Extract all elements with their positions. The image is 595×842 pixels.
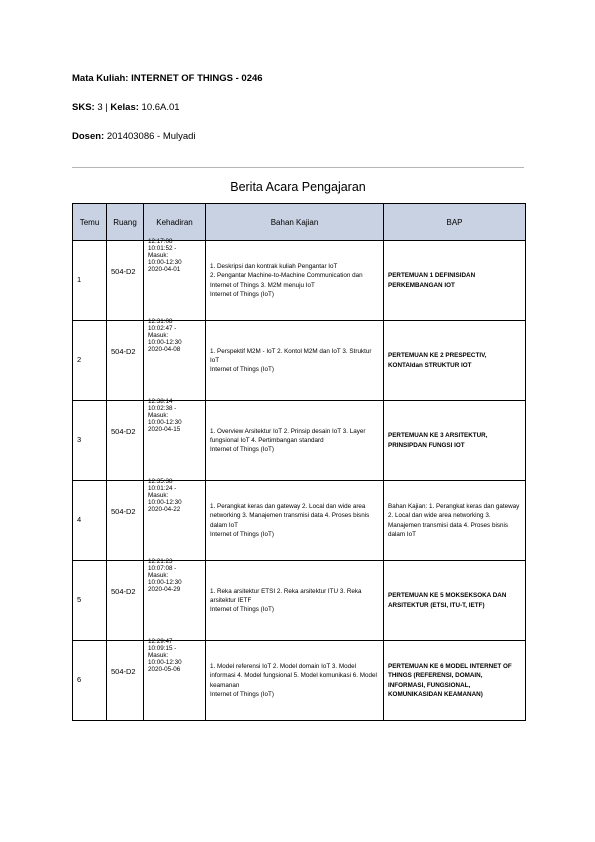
temu-cell: 4 bbox=[73, 481, 107, 561]
bap-cell: PERTEMUAN 1 DEFINISIDAN PERKEMBANGAN IOT bbox=[384, 241, 526, 321]
table-row bbox=[73, 241, 526, 321]
bahan-kajian-line: Internet of Things (IoT) bbox=[210, 606, 274, 614]
bahan-kajian-line: 1. Perspektif M2M - IoT 2. Kontol M2M dan IoT 3. Struktur IoT bbox=[210, 347, 372, 364]
sks-value: 3 bbox=[97, 102, 103, 113]
kehadiran-cell bbox=[144, 398, 206, 481]
bahan-kajian-cell bbox=[206, 401, 384, 481]
ruang-value: 504-D2 bbox=[111, 666, 136, 676]
temu-cell: 3 bbox=[73, 401, 107, 481]
table-row bbox=[73, 641, 526, 721]
bahan-kajian-line: Internet of Things (IoT) bbox=[210, 290, 274, 298]
course-label: Mata Kuliah: bbox=[72, 73, 129, 84]
kehadiran-cell bbox=[144, 478, 206, 561]
temu-cell: 5 bbox=[73, 561, 107, 641]
ruang-cell bbox=[107, 561, 144, 641]
sks-kelas-line bbox=[72, 102, 180, 113]
bap-cell: PERTEMUAN KE 3 ARSITEKTUR, PRINSIPDAN FUNGSI IOT bbox=[384, 401, 526, 481]
table-row bbox=[73, 561, 526, 641]
bahan-kajian-line: 1. Model referensi IoT 2. Model domain IoT 3. Model informasi 4. Model fungsional 5. Model komunikasi 6. Model keamanan bbox=[210, 663, 377, 689]
kehadiran-line: Masuk: bbox=[148, 331, 169, 339]
bap-cell: PERTEMUAN KE 5 MOKSEKSOKA DAN ARSITEKTUR (ETSI, ITU-T, IETF) bbox=[384, 561, 526, 641]
kehadiran-line: 10:09:15 - bbox=[148, 644, 177, 652]
ruang-value: 504-D2 bbox=[111, 506, 136, 516]
bahan-kajian-line: 1. Perangkat keras dan gateway 2. Local dan wide area networking 3. Manajemen transmisi data 4. Proses bisnis dalam IoT bbox=[210, 503, 370, 529]
ruang-cell bbox=[107, 401, 144, 481]
kehadiran-line: 10:00-12:30 bbox=[148, 258, 182, 266]
kehadiran-line: 10:01:24 - bbox=[148, 484, 177, 492]
kehadiran-line: Masuk: bbox=[148, 411, 169, 419]
col-bahan-kajian-header: Bahan Kajian bbox=[206, 204, 384, 241]
kehadiran-line: 2020-05-06 bbox=[148, 665, 181, 673]
bahan-kajian-line: 1. Reka arsitektur ETSI 2. Reka arsitektur ITU 3. Reka arsitektur IETF bbox=[210, 587, 362, 604]
kehadiran-line: 2020-04-29 bbox=[148, 585, 181, 593]
bap-cell: PERTEMUAN KE 6 MODEL INTERNET OF THINGS (REFERENSI, DOMAIN, INFORMASI, FUNGSIONAL, KOMUNIKASIDAN KEAMANAN) bbox=[384, 641, 526, 721]
bahan-kajian-line: 1. Deskripsi dan kontrak kuliah Pengantar IoT bbox=[210, 263, 338, 271]
ruang-cell bbox=[107, 321, 144, 401]
table-body bbox=[73, 238, 526, 721]
kehadiran-line: 10:07:08 - bbox=[148, 564, 177, 572]
kehadiran-line: 12:17:08 bbox=[148, 238, 173, 245]
kehadiran-cell bbox=[144, 638, 206, 721]
col-kehadiran-header: Kehadiran bbox=[144, 204, 206, 241]
kehadiran-line: 10:02:38 - bbox=[148, 404, 177, 412]
table-row bbox=[73, 401, 526, 481]
kehadiran-line: 2020-04-22 bbox=[148, 505, 181, 513]
kehadiran-line: 10:00-12:30 bbox=[148, 658, 182, 666]
kehadiran-line: 12:31:08 bbox=[148, 318, 173, 325]
kehadiran-line: 2020-04-08 bbox=[148, 345, 181, 353]
kehadiran-line: 10:00-12:30 bbox=[148, 578, 182, 586]
dosen-label: Dosen: bbox=[72, 131, 105, 142]
bap-cell: PERTEMUAN KE 2 PRESPECTIV, KONTAIdan STRUKTUR IOT bbox=[384, 321, 526, 401]
ruang-value: 504-D2 bbox=[111, 266, 136, 276]
bahan-kajian-line: Internet of Things (IoT) bbox=[210, 366, 274, 374]
dosen-value: 201403086 - Mulyadi bbox=[106, 131, 196, 142]
kehadiran-cell bbox=[144, 318, 206, 401]
bahan-kajian-line: 2. Pengantar Machine-to-Machine Communication dan Internet of Things 3. M2M menuju IoT bbox=[210, 272, 363, 289]
kehadiran-cell bbox=[144, 238, 206, 321]
kehadiran-line: 12:21:23 bbox=[148, 558, 173, 565]
bahan-kajian-line: Internet of Things (IoT) bbox=[210, 530, 274, 538]
bahan-kajian-cell bbox=[206, 321, 384, 401]
ruang-cell bbox=[107, 641, 144, 721]
ruang-value: 504-D2 bbox=[111, 346, 136, 356]
kehadiran-line: Masuk: bbox=[148, 651, 169, 659]
bahan-kajian-cell bbox=[206, 481, 384, 561]
dosen-line bbox=[72, 131, 196, 142]
kelas-value: 10.6A.01 bbox=[141, 102, 180, 113]
kehadiran-line: 2020-04-01 bbox=[148, 265, 181, 273]
temu-cell: 1 bbox=[73, 241, 107, 321]
kehadiran-line: 10:02:47 - bbox=[148, 324, 177, 332]
bahan-kajian-cell bbox=[206, 641, 384, 721]
kehadiran-line: Masuk: bbox=[148, 571, 169, 579]
kehadiran-cell bbox=[144, 558, 206, 641]
bap-cell: Bahan Kajian: 1. Perangkat keras dan gateway 2. Local dan wide area networking 3. Manajemen transmisi data 4. Proses bisnis dalam IoT bbox=[384, 481, 526, 561]
kehadiran-line: 12:29:47 bbox=[148, 638, 173, 645]
kehadiran-line: 12:35:38 bbox=[148, 478, 173, 485]
temu-cell: 2 bbox=[73, 321, 107, 401]
bahan-kajian-cell bbox=[206, 241, 384, 321]
temu-cell: 6 bbox=[73, 641, 107, 721]
course-value: INTERNET OF THINGS - 0246 bbox=[131, 73, 263, 84]
kehadiran-line: 12:38:14 bbox=[148, 398, 173, 405]
sks-label: SKS: bbox=[72, 102, 95, 113]
kehadiran-line: 10:01:52 - bbox=[148, 244, 177, 252]
col-ruang-header: Ruang bbox=[107, 204, 144, 241]
ruang-value: 504-D2 bbox=[111, 426, 136, 436]
bap-table bbox=[72, 203, 526, 721]
kelas-label: Kelas: bbox=[110, 102, 139, 113]
kehadiran-line: 2020-04-15 bbox=[148, 425, 181, 433]
table-header-row bbox=[73, 204, 526, 241]
bahan-kajian-line: Internet of Things (IoT) bbox=[210, 690, 274, 698]
kehadiran-line: 10:00-12:30 bbox=[148, 498, 182, 506]
course-line bbox=[72, 73, 263, 84]
divider bbox=[72, 167, 524, 168]
kehadiran-line: 10:00-12:30 bbox=[148, 418, 182, 426]
table-row bbox=[73, 481, 526, 561]
kehadiran-line: Masuk: bbox=[148, 491, 169, 499]
page-title: Berita Acara Pengajaran bbox=[230, 180, 366, 194]
bahan-kajian-cell bbox=[206, 561, 384, 641]
bahan-kajian-line: 1. Overview Arsitektur IoT 2. Prinsip desain IoT 3. Layer fungsional IoT 4. Pertimbangan standard bbox=[210, 427, 366, 444]
ruang-cell bbox=[107, 481, 144, 561]
col-temu-header: Temu bbox=[73, 204, 107, 241]
separator: | bbox=[102, 102, 111, 113]
table-row bbox=[73, 321, 526, 401]
kehadiran-line: 10:00-12:30 bbox=[148, 338, 182, 346]
col-bap-header: BAP bbox=[384, 204, 526, 241]
kehadiran-line: Masuk: bbox=[148, 251, 169, 259]
ruang-value: 504-D2 bbox=[111, 586, 136, 596]
bahan-kajian-line: Internet of Things (IoT) bbox=[210, 446, 274, 454]
ruang-cell bbox=[107, 241, 144, 321]
